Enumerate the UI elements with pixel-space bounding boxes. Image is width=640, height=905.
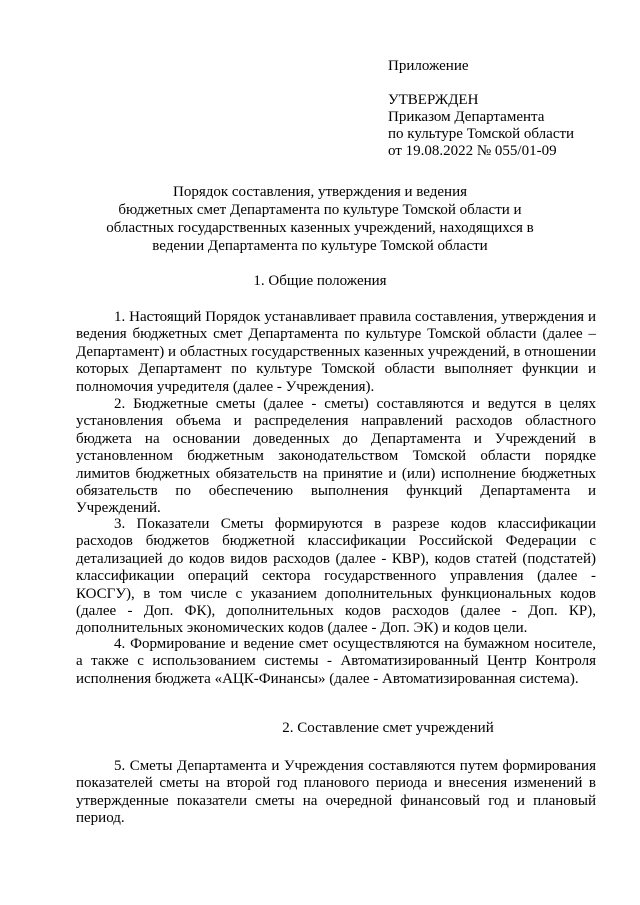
- paragraph-5: 5. Сметы Департамента и Учреждения составляются путем формирования показателей сметы на второй год планового периода и внесения изменений в утвержденные показатели сметы на очередной финансовый год и плановый период.: [76, 758, 596, 827]
- approval-order-line: Приказом Департамента: [388, 109, 545, 125]
- approval-date-number: от 19.08.2022 № 055/01-09: [388, 143, 557, 159]
- paragraph-4: 4. Формирование и ведение смет осуществляются на бумажном носителе, а также с использованием системы - Автоматизированный Центр Контроля исполнения бюджета «АЦК-Финансы» (далее - Автоматизированная система).: [76, 636, 596, 687]
- approval-department-line: по культуре Томской области: [388, 126, 575, 142]
- section-1-heading: 1. Общие положения: [253, 273, 387, 289]
- title-line-2: бюджетных смет Департамента по культуре Томской области и: [118, 202, 522, 218]
- title-line-4: ведении Департамента по культуре Томской области: [152, 238, 488, 254]
- section-2-heading: 2. Составление смет учреждений: [282, 720, 494, 736]
- paragraph-2: 2. Бюджетные сметы (далее - сметы) составляются и ведутся в целях установления объема и распределения направлений расходов областного бюджета на основании доведенных до Департамента и Учреждений в установленном бюджетным законодательством Томской области порядке лимитов бюджетных обязательств на принятие и (или) исполнение бюджетных обязательств по обеспечению выполнения функций Департамента и Учреждений.: [76, 396, 596, 517]
- appendix-label: Приложение: [388, 58, 469, 74]
- document-title: [40, 183, 600, 255]
- title-line-3: областных государственных казенных учреждений, находящихся в: [106, 220, 534, 236]
- paragraph-3: 3. Показатели Сметы формируются в разрезе кодов классификации расходов бюджетов бюджетной классификации Российской Федерации с детализацией до кодов видов расходов (далее - КВР), кодов статей (подстатей) классификации операций сектора государственного управления (далее - КОСГУ), в том числе с указанием дополнительных функциональных кодов (далее - Доп. ФК), дополнительных кодов расходов (далее - Доп. КР), дополнительных экономических кодов (далее - Доп. ЭК) и кодов цели.: [76, 516, 596, 637]
- approved-label: УТВЕРЖДЕН: [388, 92, 479, 108]
- title-line-1: Порядок составления, утверждения и ведения: [172, 184, 467, 200]
- spacer: [388, 75, 628, 92]
- approval-block: [388, 58, 628, 160]
- paragraph-1: 1. Настоящий Порядок устанавливает правила составления, утверждения и ведения бюджетных смет Департамента по культуре Томской области (далее – Департамент) и областных государственных казенных учреждений, в отношении которых Департамент по культуре Томской области выполняет функции и полномочия учредителя (далее - Учреждения).: [76, 309, 596, 395]
